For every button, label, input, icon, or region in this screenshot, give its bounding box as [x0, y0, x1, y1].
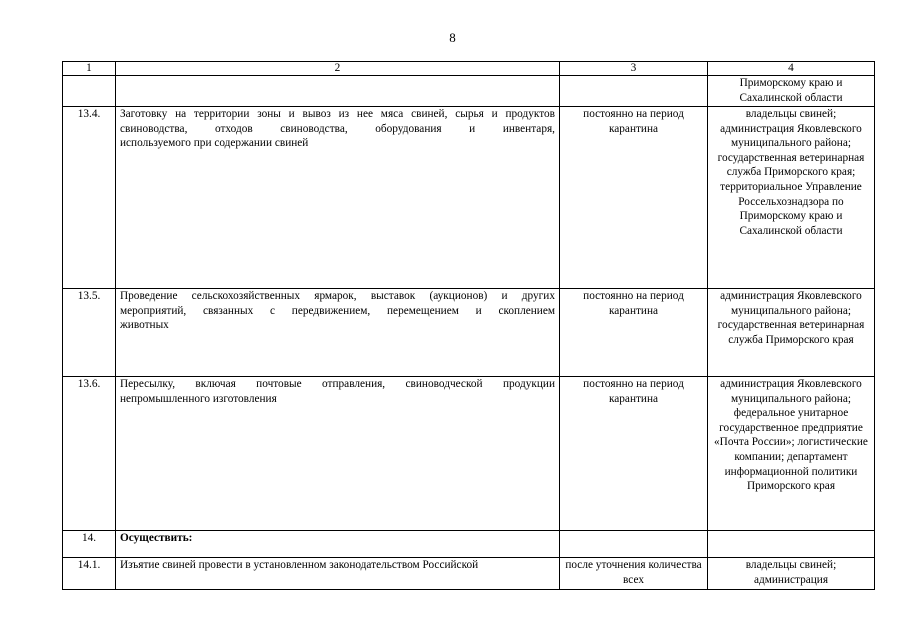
- row-number: 13.6.: [63, 377, 116, 531]
- row-period: после уточнения количества всех: [560, 558, 708, 590]
- row-responsible: владельцы свиней; администрация: [708, 558, 875, 590]
- row-description: Осуществить:: [116, 531, 560, 558]
- description-line: мероприятий, связанных с передвижением, перемещением и скоплением: [120, 304, 555, 317]
- table-row: [63, 531, 875, 558]
- row-description: [116, 558, 560, 590]
- measures-table: [62, 61, 875, 590]
- description-line: используемого при содержании свиней: [120, 137, 309, 150]
- description-line: животных: [120, 319, 169, 332]
- table-header-row: [63, 62, 875, 76]
- column-header-3: 3: [560, 62, 708, 76]
- description-line: свиноводства, отходов свиноводства, оборудования и инвентаря,: [120, 122, 555, 135]
- row-responsible: владельцы свиней; администрация Яковлевского муниципального района; государственная ветеринарная служба Приморского края; территориальное Управление Россельхознадзора по Приморскому краю и Сахалинской области: [708, 107, 875, 289]
- row-responsible: [708, 531, 875, 558]
- table-row: [63, 107, 875, 289]
- row-description: [116, 289, 560, 377]
- row-period: постоянно на период карантина: [560, 377, 708, 531]
- column-header-1: 1: [63, 62, 116, 76]
- row-description: [116, 76, 560, 107]
- row-number: 14.: [63, 531, 116, 558]
- row-number: 14.1.: [63, 558, 116, 590]
- row-period: постоянно на период карантина: [560, 107, 708, 289]
- row-period: [560, 531, 708, 558]
- row-responsible: администрация Яковлевского муниципального района; государственная ветеринарная служба Приморского края: [708, 289, 875, 377]
- row-period: постоянно на период карантина: [560, 289, 708, 377]
- row-number: 13.5.: [63, 289, 116, 377]
- column-header-4: 4: [708, 62, 875, 76]
- row-number: 13.4.: [63, 107, 116, 289]
- description-line: Проведение сельскохозяйственных ярмарок, выставок (аукционов) и других: [120, 290, 555, 302]
- column-header-2: 2: [116, 62, 560, 76]
- row-description: [116, 107, 560, 289]
- description-line: Заготовку на территории зоны и вывоз из нее мяса свиней, сырья и продуктов: [120, 108, 555, 120]
- description-line: Изъятие свиней провести в установленном законодательством Российской: [120, 559, 479, 571]
- row-responsible: Приморскому краю и Сахалинской области: [708, 76, 875, 107]
- description-line: непромышленного изготовления: [120, 392, 277, 405]
- table-row: [63, 289, 875, 377]
- row-number: [63, 76, 116, 107]
- row-responsible: администрация Яковлевского муниципального района; федеральное унитарное государственное предприятие «Почта России»; логистические компании; департамент информационной политики Приморского края: [708, 377, 875, 531]
- table-row: [63, 377, 875, 531]
- table-row: [63, 558, 875, 590]
- table-row: [63, 76, 875, 107]
- row-description: [116, 377, 560, 531]
- page-number: 8: [449, 30, 456, 45]
- row-period: [560, 76, 708, 107]
- description-line: Пересылку, включая почтовые отправления, свиноводческой продукции: [120, 378, 555, 390]
